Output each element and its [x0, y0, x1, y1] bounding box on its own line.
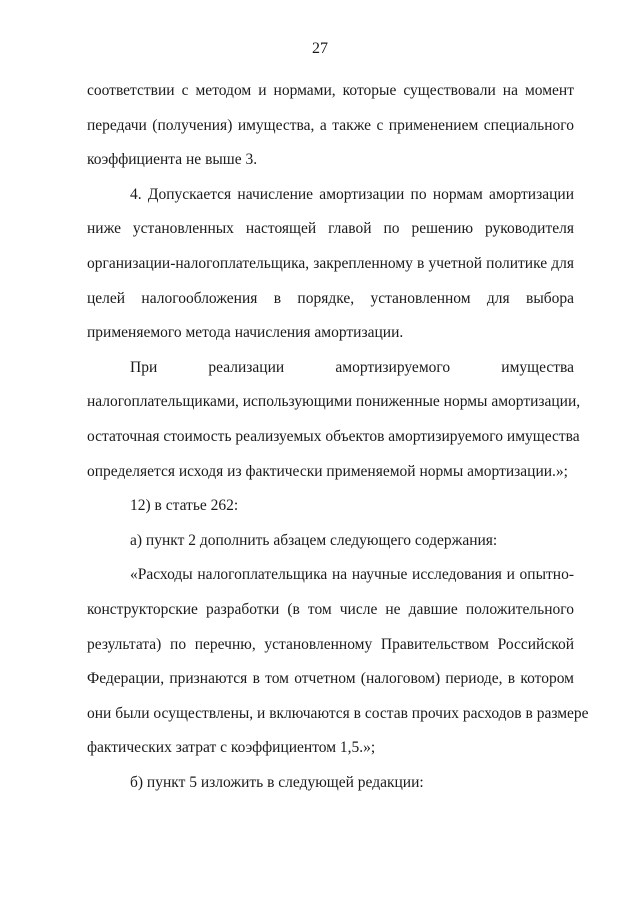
page-number: 27 — [312, 40, 328, 57]
text-line: коэффициента не выше 3. — [87, 151, 258, 169]
text-line: Федерации, признаются в том отчетном (налоговом) периоде, в котором — [87, 670, 574, 688]
text-line: «Расходы налогоплательщика на научные исследования и опытно- — [130, 566, 574, 584]
text-line: целей налогообложения в порядке, установленном для выбора — [87, 289, 574, 307]
text-line: конструкторские разработки (в том числе не давшие положительного — [87, 600, 574, 618]
text-line: ниже установленных настоящей главой по решению руководителя — [87, 220, 574, 238]
text-line: организации-налогоплательщика, закрепленному в учетной политике для — [87, 254, 574, 272]
text-line: фактических затрат с коэффициентом 1,5.»; — [87, 739, 376, 757]
text-line: они были осуществлены, и включаются в состав прочих расходов в размере — [87, 704, 589, 722]
text-line: применяемого метода начисления амортизации. — [87, 324, 404, 342]
text-line: определяется исходя из фактически применяемой нормы амортизации.»; — [87, 462, 568, 480]
text-line: 4. Допускается начисление амортизации по нормам амортизации — [130, 185, 574, 203]
document-body — [87, 74, 589, 800]
text-line: 12) в статье 262: — [130, 497, 239, 515]
text-line: налогоплательщиками, использующими пониженные нормы амортизации, — [87, 393, 581, 411]
text-line: При реализации амортизируемого имущества — [130, 358, 574, 376]
text-line: остаточная стоимость реализуемых объектов амортизируемого имущества — [87, 427, 580, 445]
text-line: передачи (получения) имущества, а также с применением специального — [87, 116, 574, 134]
text-line: а) пункт 2 дополнить абзацем следующего содержания: — [130, 531, 498, 549]
text-line: результата) по перечню, установленному Правительством Российской — [87, 635, 574, 653]
text-line: соответствии с методом и нормами, которые существовали на момент — [87, 82, 574, 99]
text-line: б) пункт 5 изложить в следующей редакции: — [130, 773, 424, 791]
